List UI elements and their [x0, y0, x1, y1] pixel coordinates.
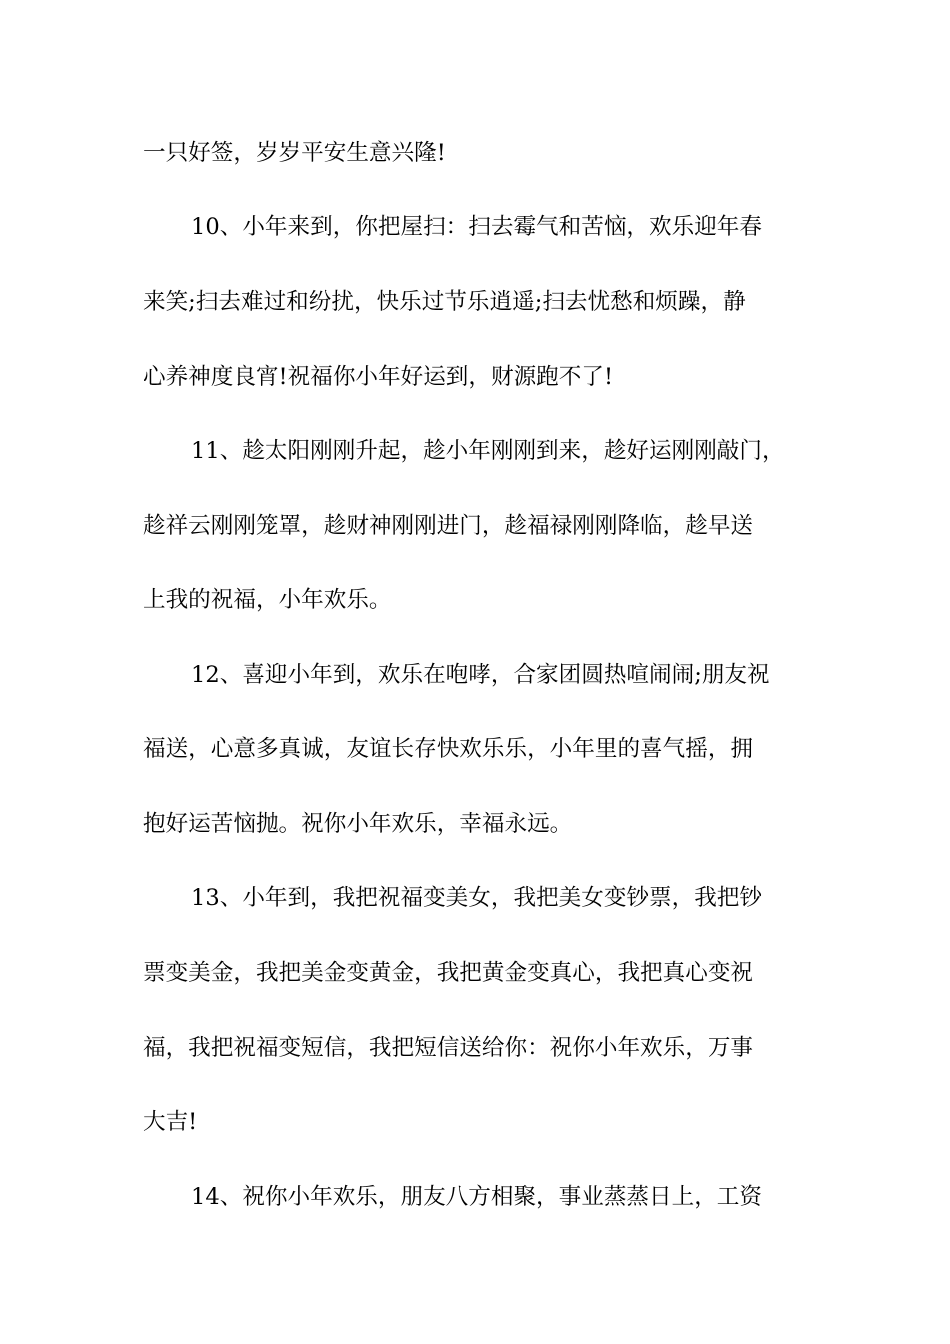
text-line: 心养神度良宵!祝福你小年好运到，财源跑不了!	[143, 364, 614, 390]
text-line: 趁祥云刚刚笼罩，趁财神刚刚进门，趁福禄刚刚降临，趁早送	[143, 513, 754, 539]
paragraph-first-line: 14、祝你小年欢乐，朋友八方相聚，事业蒸蒸日上，工资	[191, 1184, 762, 1210]
paragraph-first-line: 11、趁太阳刚刚升起，趁小年刚刚到来，趁好运刚刚敲门，	[191, 438, 785, 464]
text-line: 一只好签，岁岁平安生意兴隆!	[143, 140, 446, 166]
paragraph-first-line: 10、小年来到，你把屋扫：扫去霉气和苦恼，欢乐迎年春	[191, 214, 762, 240]
text-line: 福，我把祝福变短信，我把短信送给你：祝你小年欢乐，万事	[143, 1035, 754, 1061]
text-line: 来笑;扫去难过和纷扰，快乐过节乐逍遥;扫去忧愁和烦躁，静	[143, 289, 746, 315]
paragraph-first-line: 13、小年到，我把祝福变美女，我把美女变钞票，我把钞	[191, 885, 762, 911]
text-line: 福送，心意多真诚，友谊长存快欢乐乐，小年里的喜气摇，拥	[143, 736, 754, 762]
text-line: 大吉!	[143, 1109, 198, 1135]
text-line: 上我的祝福，小年欢乐。	[143, 587, 392, 613]
text-line: 抱好运苦恼抛。祝你小年欢乐，幸福永远。	[143, 811, 573, 837]
text-line: 票变美金，我把美金变黄金，我把黄金变真心，我把真心变祝	[143, 960, 754, 986]
paragraph-first-line: 12、喜迎小年到，欢乐在咆哮，合家团圆热喧闹闹;朋友祝	[191, 662, 770, 688]
